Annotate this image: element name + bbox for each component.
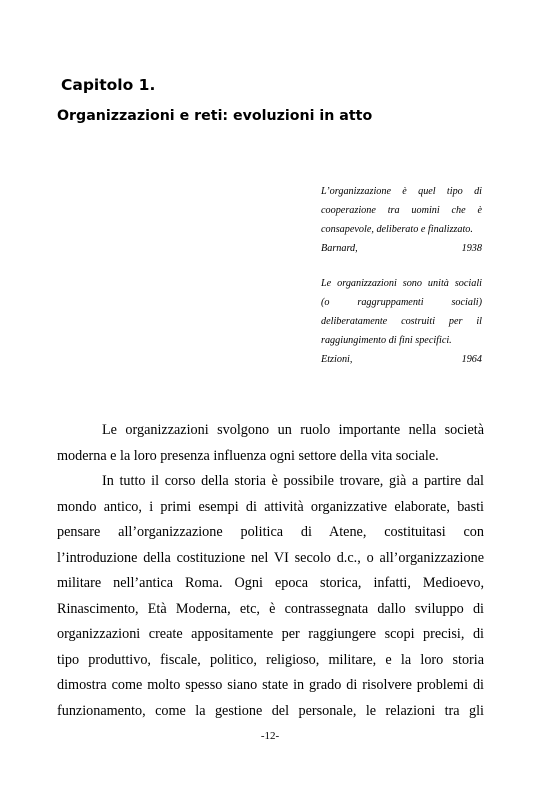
paragraph-line: tipo produttivo, fiscale, politico, religioso, militare, e la loro storia xyxy=(57,651,484,668)
epigraph-line: L’organizzazione è quel tipo di xyxy=(321,186,482,197)
page-number: -12- xyxy=(260,730,280,742)
epigraph-line: deliberatamente costruiti per il xyxy=(321,316,482,327)
paragraph-line: pensare all’organizzazione politica di Atene, costituitasi con xyxy=(57,524,484,540)
paragraph-intro xyxy=(57,418,484,469)
paragraph-line: moderna e la loro presenza influenza ogni settore della vita sociale. xyxy=(57,447,439,464)
paragraph-line: In tutto il corso della storia è possibile trovare, già a partire dal xyxy=(102,473,484,489)
epigraph-attribution: Etzioni, 1964 xyxy=(321,354,482,365)
epigraph-line: Le organizzazioni sono unità sociali xyxy=(321,278,482,289)
chapter-title: Organizzazioni e reti: evoluzioni in atto xyxy=(57,108,373,124)
epigraph-barnard xyxy=(321,182,482,258)
paragraph-line: funzionamento, come la gestione del personale, le relazioni tra gli xyxy=(57,702,484,719)
epigraph-line: (o raggruppamenti sociali) xyxy=(321,297,482,308)
paragraph-line: mondo antico, i primi esempi di attività organizzative elaborate, basti xyxy=(57,498,484,515)
paragraph-line: militare nell’antica Roma. Ogni epoca storica, infatti, Medioevo, xyxy=(57,575,484,591)
paragraph-line: dimostra come molto spesso siano state in grado di risolvere problemi di xyxy=(57,677,484,693)
epigraph-attribution: Barnard, 1938 xyxy=(321,243,482,254)
paragraph-line: Rinascimento, Età Moderna, etc, è contrassegnata dallo sviluppo di xyxy=(57,600,484,617)
paragraph-line: organizzazioni create appositamente per raggiungere scopi precisi, di xyxy=(57,626,484,642)
epigraph-line: cooperazione tra uomini che è xyxy=(321,205,482,216)
epigraph-line: raggiungimento di fini specifici. xyxy=(321,335,452,346)
paragraph-line: l’introduzione della costituzione nel VI secolo d.c., o all’organizzazione xyxy=(57,549,484,566)
epigraph-line: consapevole, deliberato e finalizzato. xyxy=(321,224,473,235)
paragraph-history xyxy=(57,469,484,724)
chapter-label: Capitolo 1. xyxy=(61,76,156,94)
paragraph-line: Le organizzazioni svolgono un ruolo importante nella società xyxy=(102,422,484,438)
epigraph-etzioni xyxy=(321,274,482,369)
